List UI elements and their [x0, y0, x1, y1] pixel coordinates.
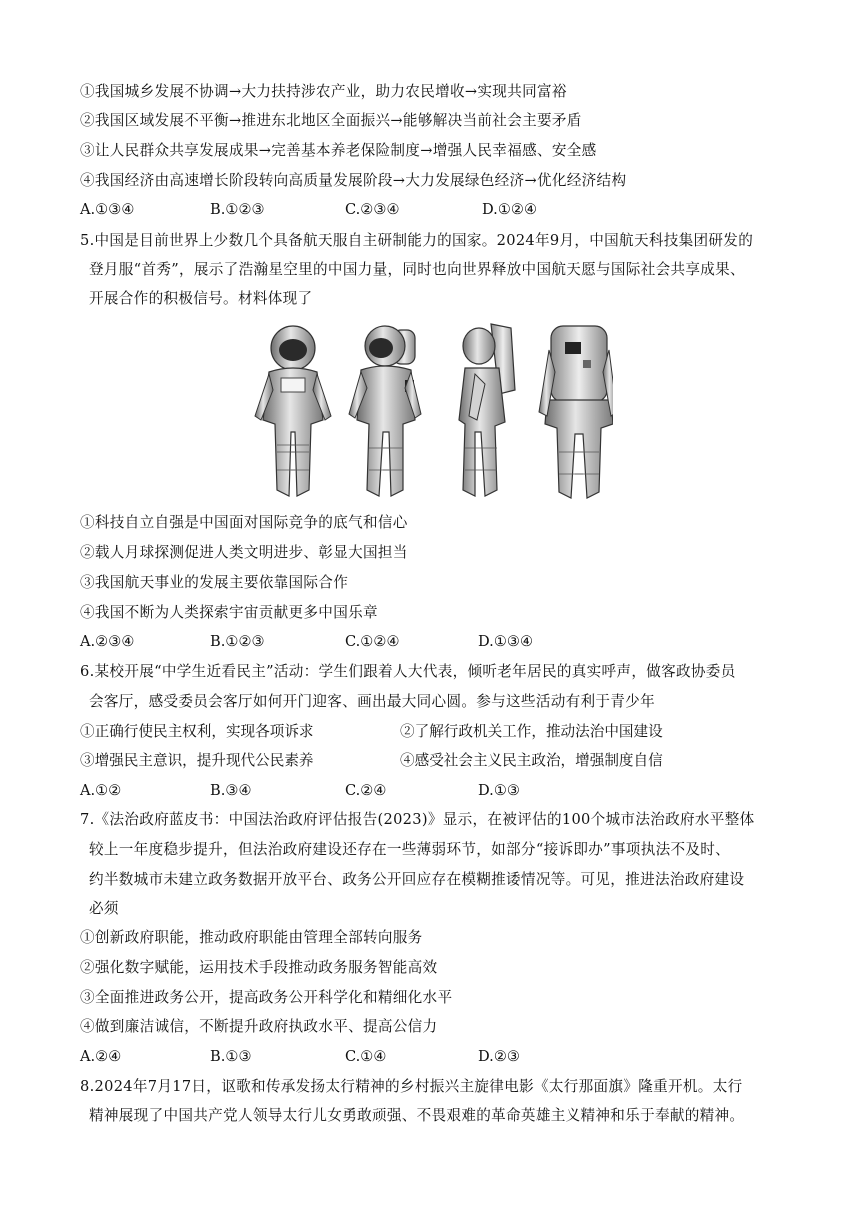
- q4-option-c: C.②③④: [345, 201, 400, 218]
- spacesuit-side-view: [459, 324, 515, 496]
- q6-stem-line-2: 会客厅，感受委员会客厅如何开门迎客、画出最大同心圆。参与这些活动有利于青少年: [89, 693, 655, 710]
- spacesuit-back-view: [539, 326, 613, 498]
- q8-stem-line-1: 8.2024年7月17日，讴歌和传承发扬太行精神的乡村振兴主旋律电影《太行那面旗》隆重开机。太行: [80, 1078, 743, 1095]
- q5-stem-line-1: 5.中国是目前世界上少数几个具备航天服自主研制能力的国家。2024年9月，中国航天科技集团研发的: [80, 232, 754, 249]
- q5-statement-1: ①科技自立自强是中国面对国际竞争的底气和信心: [80, 514, 408, 531]
- q5-statement-4: ④我国不断为人类探索宇宙贡献更多中国乐章: [80, 604, 378, 621]
- q7-statement-2: ②强化数字赋能，运用技术手段推动政务服务智能高效: [80, 959, 438, 976]
- q7-statement-3: ③全面推进政务公开，提高政务公开科学化和精细化水平: [80, 989, 453, 1006]
- q4-statement-1: ①我国城乡发展不协调→大力扶持涉农产业，助力农民增收→实现共同富裕: [80, 83, 567, 100]
- q6-statement-4: ④感受社会主义民主政治，增强制度自信: [400, 752, 663, 769]
- q7-stem-line-4: 必须: [89, 900, 119, 917]
- q8-stem-line-2: 精神展现了中国共产党人领导太行儿女勇敢顽强、不畏艰难的革命英雄主义精神和乐于奉献的精神。: [89, 1107, 745, 1124]
- q4-statement-2: ②我国区域发展不平衡→推进东北地区全面振兴→能够解决当前社会主要矛盾: [80, 112, 582, 129]
- q5-option-a: A.②③④: [80, 633, 135, 650]
- q4-option-a: A.①③④: [80, 201, 135, 218]
- q7-statement-4: ④做到廉洁诚信，不断提升政府执政水平、提高公信力: [80, 1018, 438, 1035]
- q6-statement-3: ③增强民主意识，提升现代公民素养: [80, 752, 314, 769]
- q6-option-d: D.①③: [478, 782, 520, 799]
- spacesuit-front-view: [255, 326, 331, 496]
- q7-option-d: D.②③: [478, 1048, 520, 1065]
- q7-stem-line-2: 较上一年度稳步提升，但法治政府建设还存在一些薄弱环节，如部分“接诉即办”事项执法不及时、: [89, 841, 731, 858]
- q5-stem-line-2: 登月服“首秀”，展示了浩瀚星空里的中国力量，同时也向世界释放中国航天愿与国际社会共享成果、: [89, 261, 745, 278]
- q4-option-d: D.①②④: [482, 201, 538, 218]
- q6-option-a: A.①②: [80, 782, 122, 799]
- spacesuit-views-image: [243, 320, 613, 502]
- q6-statement-2: ②了解行政机关工作，推动法治中国建设: [400, 723, 663, 740]
- q6-option-c: C.②④: [345, 782, 387, 799]
- q5-option-b: B.①②③: [210, 633, 265, 650]
- q7-option-a: A.②④: [80, 1048, 122, 1065]
- q7-stem-line-3: 约半数城市未建立政务数据开放平台、政务公开回应存在模糊推诿情况等。可见，推进法治政府建设: [89, 871, 745, 888]
- q6-option-b: B.③④: [210, 782, 252, 799]
- q7-option-b: B.①③: [210, 1048, 252, 1065]
- q5-stem-line-3: 开展合作的积极信号。材料体现了: [89, 290, 313, 307]
- q5-statement-2: ②载人月球探测促进人类文明进步、彰显大国担当: [80, 544, 408, 561]
- q5-option-d: D.①③④: [478, 633, 534, 650]
- q6-statement-1: ①正确行使民主权利，实现各项诉求: [80, 723, 314, 740]
- spacesuit-three-quarter-view: [349, 326, 421, 496]
- q7-statement-1: ①创新政府职能，推动政府职能由管理全部转向服务: [80, 929, 423, 946]
- q6-stem-line-1: 6.某校开展“中学生近看民主”活动：学生们跟着人大代表，倾听老年居民的真实呼声，做客政协委员: [80, 663, 736, 680]
- q4-option-b: B.①②③: [210, 201, 265, 218]
- q4-statement-4: ④我国经济由高速增长阶段转向高质量发展阶段→大力发展绿色经济→优化经济结构: [80, 172, 627, 189]
- q5-option-c: C.①②④: [345, 633, 400, 650]
- q4-statement-3: ③让人民群众共享发展成果→完善基本养老保险制度→增强人民幸福感、安全感: [80, 142, 597, 159]
- q5-statement-3: ③我国航天事业的发展主要依靠国际合作: [80, 574, 349, 591]
- q7-option-c: C.①④: [345, 1048, 387, 1065]
- q7-stem-line-1: 7.《法治政府蓝皮书：中国法治政府评估报告(2023)》显示，在被评估的100个城市法治政府水平整体: [80, 811, 755, 828]
